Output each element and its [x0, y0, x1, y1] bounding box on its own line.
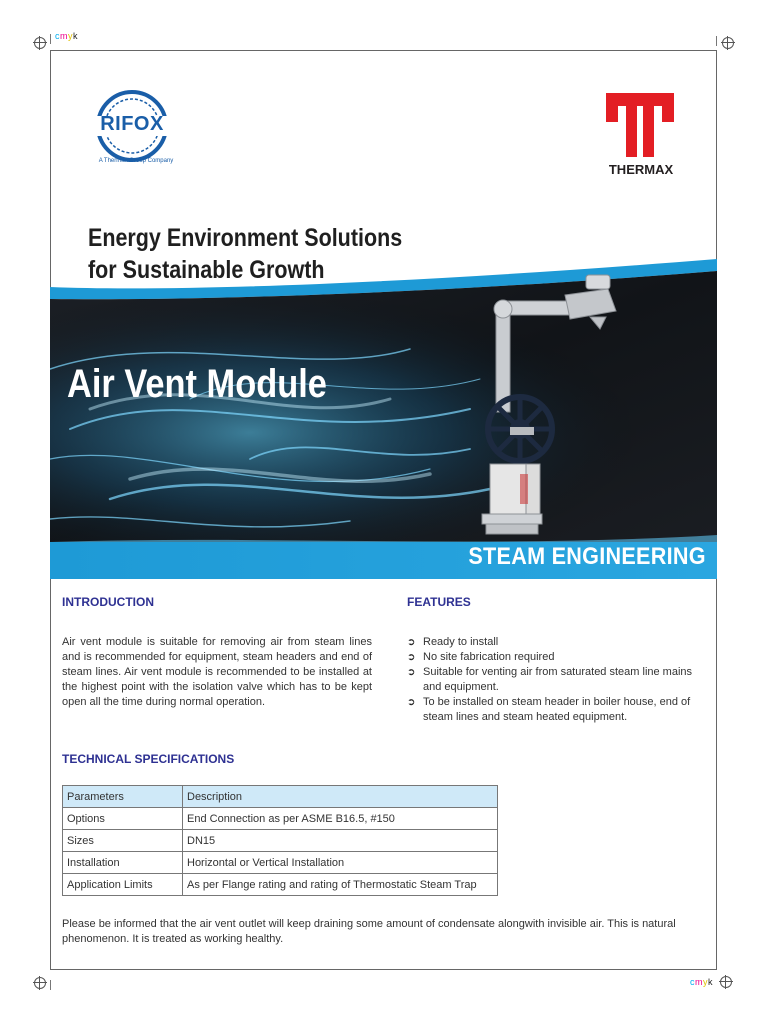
list-item: ➲ Suitable for venting air from saturated steam line mains and equipment. — [407, 666, 693, 693]
headline-line: Energy Environment Solutions — [88, 224, 403, 252]
rifox-tagline: A Thermax Group Company — [98, 158, 174, 164]
table-cell: End Connection as per ASME B16.5, #150 — [183, 808, 498, 830]
product-title: Air Vent Module — [67, 362, 327, 406]
registration-mark-icon — [34, 977, 46, 989]
specs-table — [62, 785, 498, 896]
introduction-text: Air vent module is suitable for removing air from steam lines and is recommended for equipment, steam headers and end of steam lines. Air vent module is recommended to be installed at the highest point with the isolation valve which has to be kept open all the time during normal operation. — [62, 636, 372, 708]
table-cell: Sizes — [63, 830, 183, 852]
specs-heading: TECHNICAL SPECIFICATIONS — [62, 752, 235, 766]
table-cell: Application Limits — [63, 874, 183, 896]
table-row — [63, 852, 498, 874]
hero-banner-art — [50, 259, 717, 579]
arrow-bullet-icon: ➲ — [407, 652, 416, 663]
table-row — [63, 808, 498, 830]
table-header-row — [63, 786, 498, 808]
arrow-bullet-icon: ➲ — [407, 697, 416, 708]
table-cell: Options — [63, 808, 183, 830]
table-header-cell: Description — [183, 786, 498, 808]
features-heading: FEATURES — [407, 595, 471, 609]
list-item: ➲ To be installed on steam header in boiler house, end of steam lines and steam heated equipment. — [407, 696, 691, 723]
table-cell: As per Flange rating and rating of Thermostatic Steam Trap — [183, 874, 498, 896]
arrow-bullet-icon: ➲ — [407, 637, 416, 648]
cmyk-label: cmyk — [55, 31, 78, 41]
rifox-wordmark: RIFOX — [100, 113, 164, 135]
table-cell: Installation — [63, 852, 183, 874]
footnote-text: Please be informed that the air vent outlet will keep draining some amount of condensate alongwith invisible air. This is natural phenomenon. It is treated as working healthy. — [62, 918, 676, 945]
introduction-heading: INTRODUCTION — [62, 595, 154, 609]
hero-banner — [50, 259, 717, 579]
category-label: STEAM ENGINEERING — [468, 543, 706, 570]
crop-line — [716, 36, 717, 46]
list-item: ➲ No site fabrication required — [407, 651, 555, 663]
crop-line — [50, 980, 51, 990]
list-item: ➲ Ready to install — [407, 636, 499, 648]
thermax-wordmark: THERMAX — [608, 162, 674, 177]
arrow-bullet-icon: ➲ — [407, 667, 416, 678]
table-cell: DN15 — [183, 830, 498, 852]
table-row — [63, 830, 498, 852]
registration-mark-icon — [722, 37, 734, 49]
table-cell: Horizontal or Vertical Installation — [183, 852, 498, 874]
cmyk-label: cmyk — [690, 977, 713, 987]
table-row — [63, 874, 498, 896]
registration-mark-icon — [720, 976, 732, 988]
headline-line: for Sustainable Growth — [88, 256, 325, 284]
registration-mark-icon — [34, 37, 46, 49]
features-list — [407, 635, 707, 725]
thermax-logo-icon — [606, 93, 674, 157]
crop-line — [50, 34, 51, 44]
table-header-cell: Parameters — [63, 786, 183, 808]
